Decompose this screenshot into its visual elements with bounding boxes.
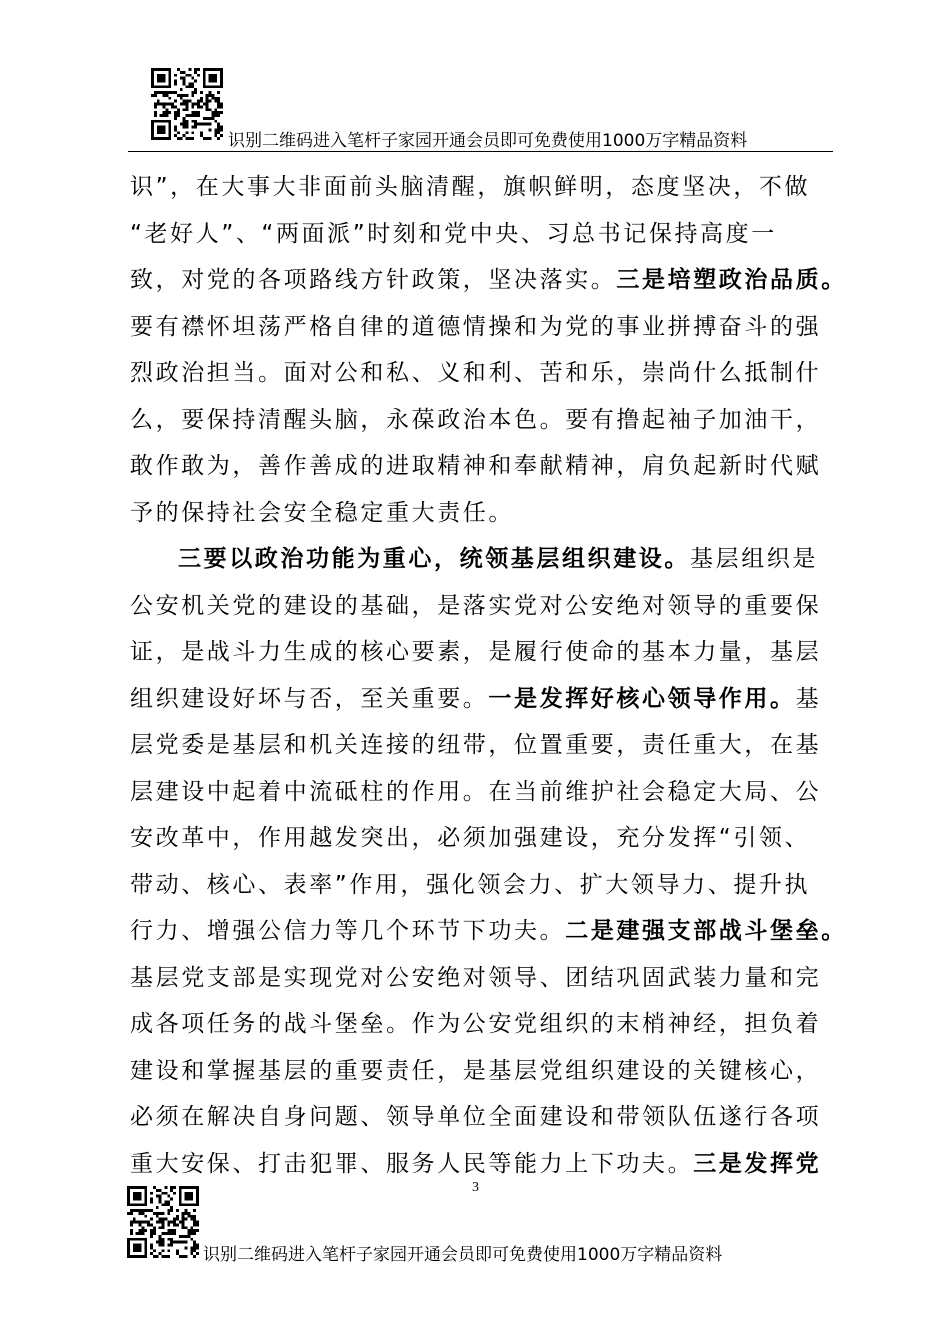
bold-text-segment: 一是发挥好核心领导作用。	[488, 685, 796, 712]
text-line	[130, 676, 840, 723]
text-line	[130, 211, 840, 258]
text-line	[130, 1001, 840, 1048]
text-line	[130, 397, 840, 444]
text-line	[130, 908, 847, 955]
text-line	[130, 815, 840, 862]
text-line	[130, 862, 840, 909]
text-segment: 组织建设好坏与否，至关重要。	[130, 685, 489, 712]
text-line	[130, 629, 840, 676]
text-segment: 证，是战斗力生成的核心要素，是履行使命的基本力量，基层	[130, 639, 822, 665]
text-segment: 层党委是基层和机关连接的纽带，位置重要，责任重大，在基	[130, 732, 822, 758]
text-segment: 必须在解决自身问题、领导单位全面建设和带领队伍遂行各项	[130, 1104, 822, 1130]
text-segment: 基	[795, 685, 822, 712]
text-line	[130, 257, 847, 304]
text-segment: 敢作敢为，善作善成的进取精神和奉献精神，肩负起新时代赋	[130, 453, 822, 479]
text-segment: 行力、增强公信力等几个环节下功夫。	[130, 918, 566, 944]
text-line	[130, 536, 840, 583]
text-line	[130, 1094, 840, 1141]
page-number: 3	[472, 1180, 479, 1195]
text-segment: 层建设中起着中流砥柱的作用。在当前维护社会稳定大局、公	[130, 778, 822, 805]
document-body	[130, 164, 847, 1187]
header-divider	[128, 151, 833, 152]
text-line	[130, 1048, 840, 1095]
text-segment: 基层组织是	[690, 546, 818, 572]
text-segment: 致，对党的各项路线方针政策，坚决落实。	[130, 267, 617, 293]
text-line	[130, 443, 840, 490]
text-line	[130, 490, 840, 537]
text-line	[130, 350, 840, 397]
text-segment: 建设和掌握基层的重要责任，是基层党组织建设的关键核心，	[130, 1057, 822, 1084]
text-line	[130, 769, 840, 816]
text-segment: 带动、核心、表率”作用，强化领会力、扩大领导力、提升执	[130, 871, 811, 898]
text-line	[130, 955, 840, 1002]
text-segment: 重大安保、打击犯罪、服务人民等能力上下功夫。	[130, 1150, 694, 1177]
bold-text-segment: 三要以政治功能为重心，统领基层组织建设。	[178, 546, 690, 572]
qr-code-icon[interactable]	[127, 1186, 199, 1258]
bold-text-segment: 二是建强支部战斗堡垒。	[565, 918, 847, 944]
qr-code-icon[interactable]	[151, 68, 223, 140]
text-segment: “老好人”、“两面派”时刻和党中央、习总书记保持高度一	[130, 220, 777, 247]
footer-promo-text: 识别二维码进入笔杆子家园开通会员即可免费使用1000万字精品资料	[203, 1245, 723, 1265]
text-line	[130, 1141, 840, 1188]
text-line	[130, 304, 840, 351]
header-promo-text: 识别二维码进入笔杆子家园开通会员即可免费使用1000万字精品资料	[228, 131, 748, 151]
bold-text-segment: 三是培塑政治品质。	[616, 267, 847, 293]
text-line	[130, 164, 840, 211]
text-segment: 烈政治担当。面对公和私、义和利、苦和乐，崇尚什么抵制什	[130, 360, 822, 386]
text-line	[130, 583, 840, 630]
text-segment: 成各项任务的战斗堡垒。作为公安党组织的末梢神经，担负着	[130, 1011, 822, 1037]
text-segment: 么，要保持清醒头脑，永葆政治本色。要有撸起袖子加油干，	[130, 406, 822, 433]
text-segment: 要有襟怀坦荡严格自律的道德情操和为党的事业拼搏奋斗的强	[130, 313, 822, 340]
text-segment: 公安机关党的建设的基础，是落实党对公安绝对领导的重要保	[130, 592, 822, 619]
text-line	[130, 722, 840, 769]
text-segment: 基层党支部是实现党对公安绝对领导、团结巩固武装力量和完	[130, 964, 822, 991]
text-segment: 安改革中，作用越发突出，必须加强建设，充分发挥“引领、	[130, 825, 811, 851]
text-segment: 予的保持社会安全稳定重大责任。	[130, 499, 514, 526]
bold-text-segment: 三是发挥党	[693, 1150, 822, 1177]
text-segment: 识”，在大事大非面前头脑清醒，旗帜鲜明，态度坚决，不做	[130, 174, 811, 200]
